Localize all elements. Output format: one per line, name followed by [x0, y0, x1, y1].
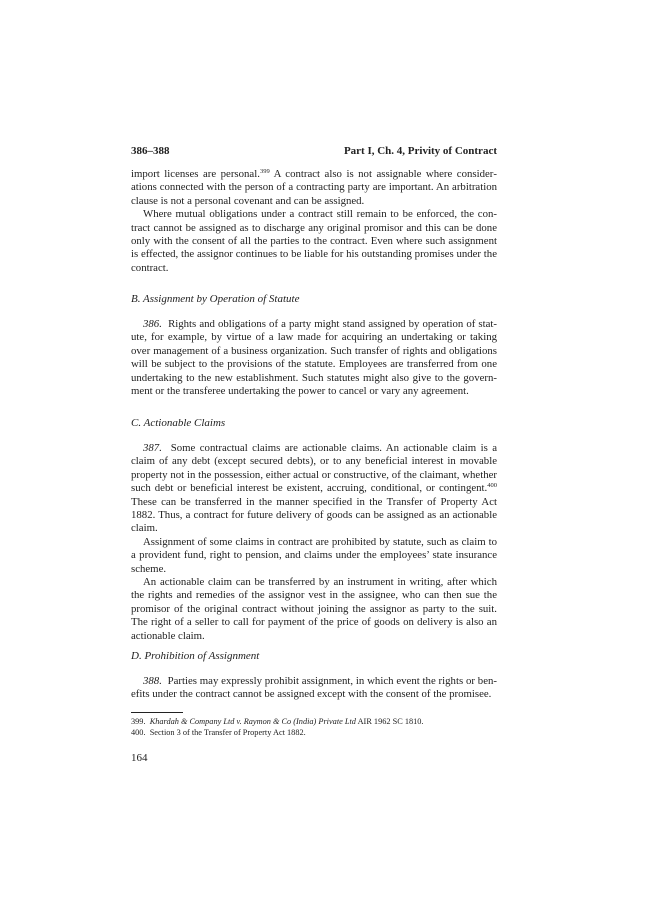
running-head-chapter-title: Part I, Ch. 4, Privity of Contract [343, 145, 497, 157]
section-c-heading: C. Actionable Claims [131, 417, 226, 429]
book-page [131, 0, 497, 920]
paragraph-number-386: 386. [143, 318, 162, 330]
paragraph-386: 386. Rights and obligations of a party might stand assigned by operation of statute, for example, by virtue of a law made for acquiring an undertaking or taking over management of a business organization. Such transfer of rights and obligations will be subject to the provisions of the statute. Employees are transferred from one undertaking to the new establishment. Such statutes might also give to the government or the transferee undertaking the power to cancel or vary any agreement. [131, 318, 498, 398]
paragraph-388: 388. Parties may expressly prohibit assignment, in which event the rights or benefits under the contract cannot be assigned except with the consent of the promisee. [131, 675, 497, 701]
footnote-399: 399. Khardah & Company Ltd v. Raymon & Co (India) Private Ltd AIR 1962 SC 1810. [131, 717, 424, 726]
footnote-ref-400: 400 [487, 482, 497, 490]
footnotes [131, 716, 497, 738]
paragraph-387-3: An actionable claim can be transferred by an instrument in writing, after which the rights and remedies of the assignor vest in the assignee, who can then sue the promisor of the original contract without joining the assignor as party to the suit. The right of a seller to call for payment of the price of goods on delivery is also an actionable claim. [131, 576, 497, 642]
footnote-400: 400. Section 3 of the Transfer of Property Act 1882. [131, 728, 306, 737]
section-b-heading: B. Assignment by Operation of Statute [131, 293, 300, 305]
footnote-case-name: Khardah & Company Ltd v. Raymon & Co (India) Private Ltd [149, 717, 356, 726]
footnote-ref-399: 399 [259, 168, 270, 175]
page-number: 164 [131, 752, 148, 764]
paragraph-number-388: 388. [143, 675, 162, 687]
section-d-body [131, 675, 497, 702]
intro-paragraph-1: import licenses are personal.$^{399}$ A contract also is not assignable where considerations connected with the person of a contracting party are important. An arbitration clause is not a personal covenant and can be assigned. [131, 168, 497, 207]
section-b-body [131, 318, 497, 398]
paragraph-number-387: 387. [143, 442, 162, 454]
paragraph-387-2: Assignment of some claims in contract are prohibited by statute, such as claim to a provident fund, right to pension, and claims under the employees’ state insurance scheme. [131, 535, 497, 575]
intro-text [131, 168, 497, 275]
intro-paragraph-2: Where mutual obligations under a contract still remain to be enforced, the contract cannot be assigned as to discharge any original promisor and this can be done only with the consent of all the parties to the contract. Even where such assignment is effected, the assignor continues to be liable for his outstanding promises under the contract. [131, 208, 497, 274]
running-head-paragraph-range: 386–388 [131, 145, 170, 157]
section-c-body [131, 442, 497, 643]
section-d-heading: D. Prohibition of Assignment [131, 650, 260, 662]
running-head [131, 145, 497, 158]
paragraph-387: 387. Some contractual claims are actionable claims. An actionable claim is a claim of any debt (except secured debts), or to any beneficial interest in movable property not in the possession, either actual or constructive, of the claimant, whether such debt or beneficial interest be existent, accruing, conditional, or contingent.$^{400}$ These can be transferred in the manner specified in the Transfer of Property Act 1882. Thus, a contract for future delivery of goods can be assigned as an actionable claim. [131, 442, 498, 535]
footnote-rule [131, 712, 183, 713]
